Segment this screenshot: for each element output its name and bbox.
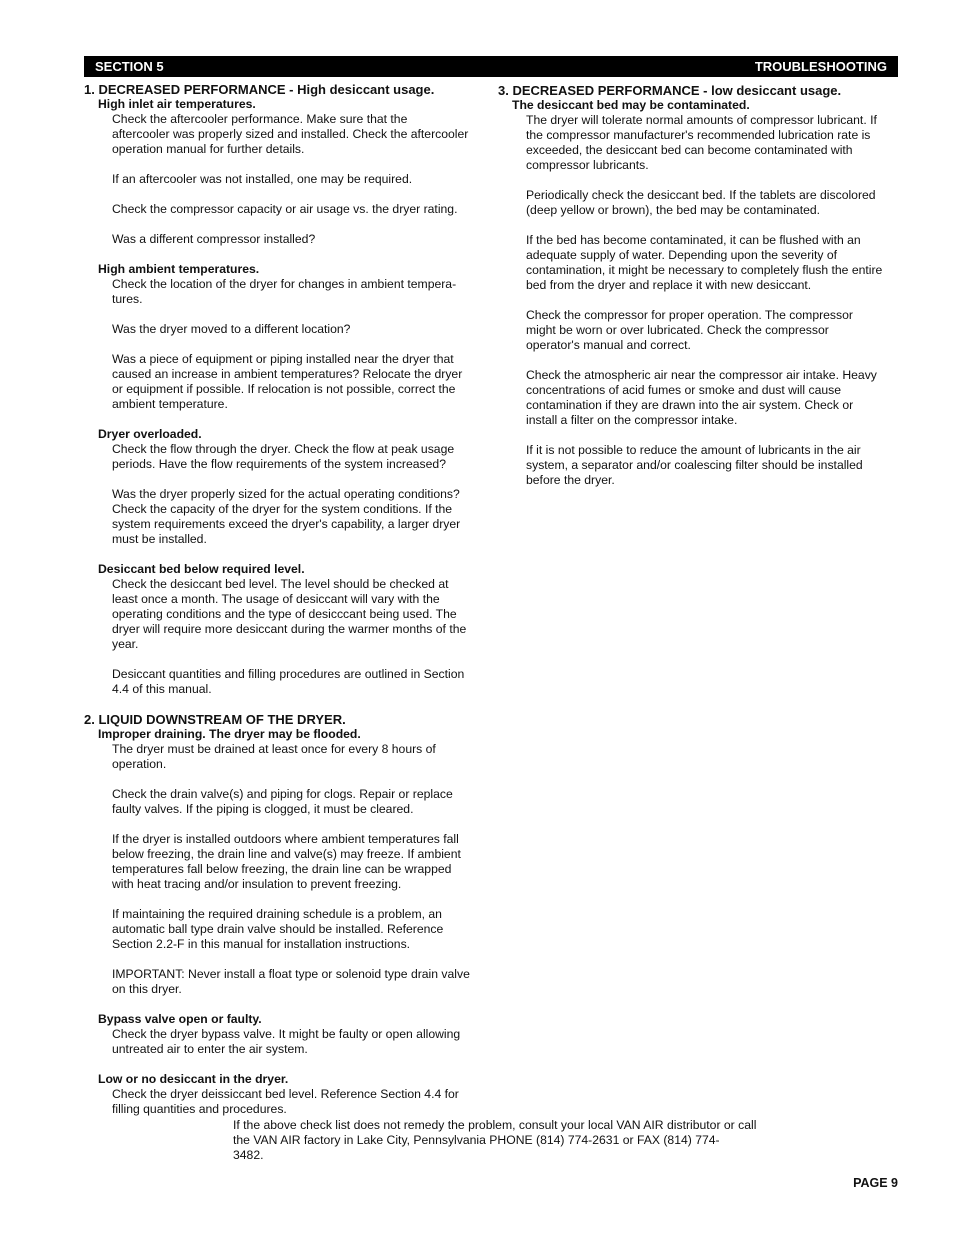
right-column <box>498 83 898 488</box>
heading-decreased-performance-high: 1. DECREASED PERFORMANCE - High desiccant usage. <box>84 82 435 97</box>
paragraph: If the dryer is installed outdoors where ambient temperatures fall below freezing, the drain line and valve(s) may freeze. If ambient temperatures fall below freezing, the drain line can be wrapped with heat tracing and/or insulation to prevent freezing. <box>112 832 461 891</box>
paragraph: Check the drain valve(s) and piping for clogs. Repair or replace faulty valves. If the piping is clogged, it must be cleared. <box>112 787 453 816</box>
paragraph: If the bed has become contaminated, it can be flushed with an adequate supply of water. Depending upon the severity of contamination, it might be necessary to completely flush the entire bed from the dryer and replace it with new desiccant. <box>526 233 883 292</box>
subheading-bypass-valve: Bypass valve open or faulty. <box>98 1012 262 1026</box>
paragraph: Desiccant quantities and filling procedures are outlined in Section 4.4 of this manual. <box>112 667 465 696</box>
paragraph: Was a piece of equipment or piping installed near the dryer that caused an increase in ambient temperatures? Relocate the dryer or equipment if possible. If relocation is not possible, correct the ambient temperature. <box>112 352 463 411</box>
paragraph: If it is not possible to reduce the amount of lubricants in the air system, a separator and/or coalescing filter should be installed before the dryer. <box>526 443 863 487</box>
paragraph: Check the atmospheric air near the compressor air intake. Heavy concentrations of acid fumes or smoke and dust will cause contamination if they are drawn into the air system. Check or install a filter on the compressor intake. <box>526 368 877 427</box>
paragraph: If maintaining the required draining schedule is a problem, an automatic ball type drain valve should be installed. Reference Section 2.2-F in this manual for installation instructions. <box>112 907 444 951</box>
paragraph: Was the dryer moved to a different location? <box>112 322 351 336</box>
paragraph: If an aftercooler was not installed, one may be required. <box>112 172 413 186</box>
subheading-desiccant-bed-low: Desiccant bed below required level. <box>98 562 305 576</box>
subheading-improper-draining: Improper draining. The dryer may be flooded. <box>98 727 361 741</box>
paragraph: Was a different compressor installed? <box>112 232 316 246</box>
paragraph: Periodically check the desiccant bed. If the tablets are discolored (deep yellow or brown), the bed may be contaminated. <box>526 188 876 217</box>
subheading-high-inlet-temp: High inlet air temperatures. <box>98 97 256 111</box>
heading-decreased-performance-low: 3. DECREASED PERFORMANCE - low desiccant usage. <box>498 83 842 98</box>
subheading-high-ambient-temp: High ambient temperatures. <box>98 262 260 276</box>
heading-liquid-downstream: 2. LIQUID DOWNSTREAM OF THE DRYER. <box>84 712 346 727</box>
paragraph: Was the dryer properly sized for the actual operating conditions? Check the capacity of the dryer for the system conditions. If the system requirements exceed the dryer's capability, a larger dryer must be installed. <box>112 487 461 546</box>
contact-note: If the above check list does not remedy the problem, consult your local VAN AIR distributor or call the VAN AIR factory in Lake City, Pennsylvania PHONE (814) 774-2631 or FAX (814) 774- 3482. <box>233 1118 757 1162</box>
paragraph: The dryer must be drained at least once for every 8 hours of operation. <box>112 742 436 771</box>
subheading-low-desiccant: Low or no desiccant in the dryer. <box>98 1072 289 1086</box>
paragraph: Check the aftercooler performance. Make sure that the aftercooler was properly sized and installed. Check the aftercooler operation manual for further details. <box>112 112 469 156</box>
paragraph: Check the dryer deissiccant bed level. Reference Section 4.4 for filling quantities and procedures. <box>112 1087 459 1116</box>
section-banner <box>84 56 898 77</box>
paragraph: Check the flow through the dryer. Check the flow at peak usage periods. Have the flow requirements of the system increased? <box>112 442 455 471</box>
subheading-bed-contaminated: The desiccant bed may be contaminated. <box>512 98 750 112</box>
paragraph: Check the compressor capacity or air usage vs. the dryer rating. <box>112 202 458 216</box>
paragraph: The dryer will tolerate normal amounts of compressor lubricant. If the compressor manufacturer's recommended lubrication rate is exceeded, the desiccant bed can become contaminated with compressor lubricants. <box>526 113 877 172</box>
left-column <box>84 82 489 1117</box>
section-title: TROUBLESHOOTING <box>754 59 887 74</box>
section-label: SECTION 5 <box>95 59 164 74</box>
paragraph: Check the desiccant bed level. The level should be checked at least once a month. The usage of desiccant will vary with the operating conditions and the type of desicccant being used. The dryer will require more desiccant during the warmer months of the year. <box>112 577 467 651</box>
paragraph: Check the dryer bypass valve. It might be faulty or open allowing untreated air to enter the air system. <box>112 1027 461 1056</box>
paragraph: Check the location of the dryer for changes in ambient tempera- tures. <box>112 277 457 306</box>
paragraph: IMPORTANT: Never install a float type or solenoid type drain valve on this dryer. <box>112 967 470 996</box>
subheading-dryer-overloaded: Dryer overloaded. <box>98 427 202 441</box>
paragraph: Check the compressor for proper operation. The compressor might be worn or over lubricated. Check the compressor operator's manual and correct. <box>526 308 853 352</box>
page-number: PAGE 9 <box>853 1176 898 1190</box>
